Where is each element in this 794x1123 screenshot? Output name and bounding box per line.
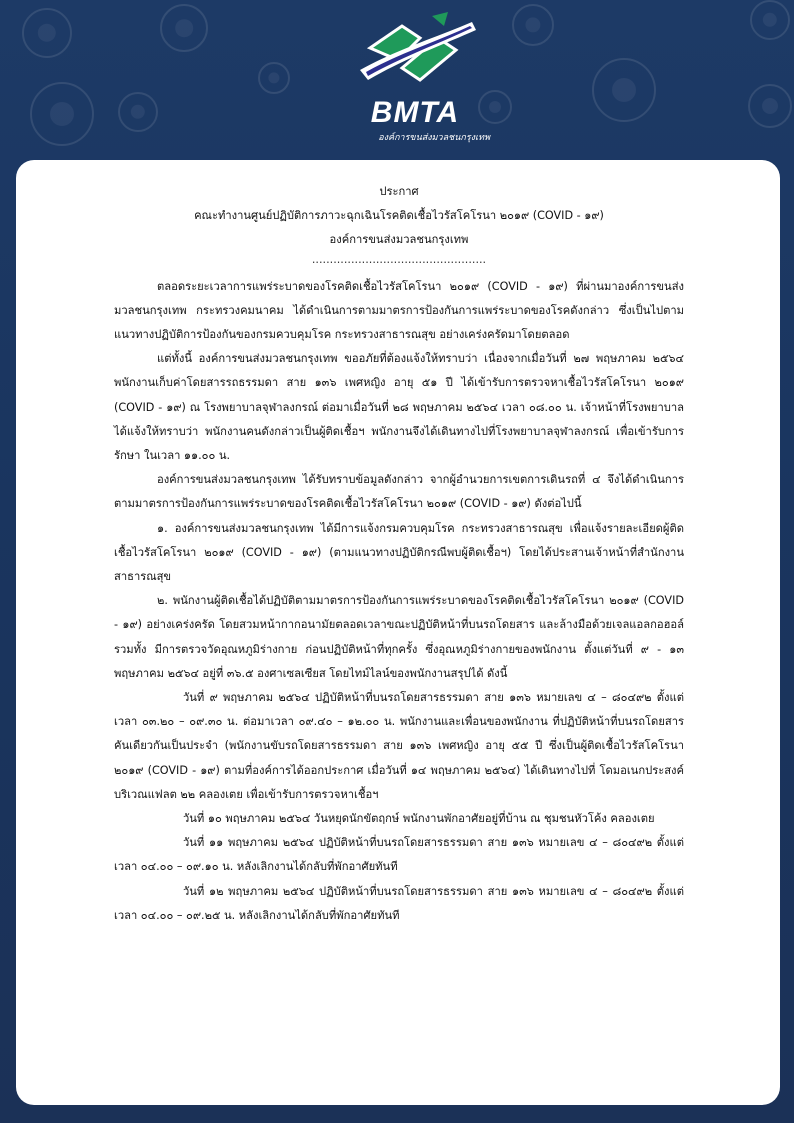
announcement-heading: ประกาศ xyxy=(379,185,419,198)
paragraph-actions: องค์การขนส่งมวลชนกรุงเทพ ได้รับทราบข้อมูลดังกล่าว จากผู้อำนวยการเขตการเดินรถที่ ๔ จึงได้ดำเนินการตามมาตรการป้องกันการแพร่ระบาดของโรคติดเชื้อไวรัสโคโรนา ๒๐๑๙ (COVID - ๑๙) ดังต่อไปนี้ xyxy=(114,473,684,511)
logo-subtitle: องค์การขนส่งมวลชนกรุงเทพ xyxy=(378,133,490,143)
timeline-may-9: วันที่ ๙ พฤษภาคม ๒๕๖๔ ปฏิบัติหน้าที่บนรถโดยสารธรรมดา สาย ๑๓๖ หมายเลข ๔ – ๘๐๔๙๒ ตั้งแต่เวลา ๐๓.๒๐ – ๐๙.๓๐ น. ต่อมาเวลา ๐๙.๔๐ – ๑๒.๐๐ น. พนักงานและเพื่อนของพนักงาน ที่ปฏิบัติหน้าที่บนรถโดยสารคันเดียวกันเป็นประจำ (พนักงานขับรถโดยสารธรรมดา สาย ๑๓๖ เพศหญิง อายุ ๕๕ ปี ซึ่งเป็นผู้ติดเชื้อไวรัสโคโรนา ๒๐๑๙ (COVID - ๑๙) ตามที่องค์การได้ออกประกาศ เมื่อวันที่ ๑๔ พฤษภาคม ๒๕๖๔) ได้เดินทางไปที่ โดมอเนกประสงค์บริเวณแฟลต ๒๒ คลองเตย เพื่อเข้ารับการตรวจหาเชื้อฯ xyxy=(114,691,684,801)
logo-wordmark: BMTA xyxy=(370,96,460,129)
timeline-may-10: วันที่ ๑๐ พฤษภาคม ๒๕๖๔ วันหยุดนักขัตฤกษ์ พนักงานพักอาศัยอยู่ที่บ้าน ณ ชุมชนหัวโค้ง คลองเตย xyxy=(183,812,655,826)
separator-line: ................................................. xyxy=(311,252,487,266)
announcement-card xyxy=(16,160,780,1105)
virus-decoration-icon xyxy=(258,62,290,94)
paragraph-item-2: ๒. พนักงานผู้ติดเชื้อได้ปฏิบัติตามมาตรการป้องกันการแพร่ระบาดของโรคติดเชื้อไวรัสโคโรนา ๒๐๑๙ (COVID - ๑๙) อย่างเคร่งครัด โดยสวมหน้ากากอนามัยตลอดเวลาขณะปฏิบัติหน้าที่บนรถโดยสาร และล้างมือด้วยเจลแอลกอฮอล์ รวมทั้ง มีการตรวจวัดอุณหภูมิร่างกาย ก่อนปฏิบัติหน้าที่ทุกครั้ง ซึ่งอุณหภูมิร่างกายของพนักงาน ตั้งแต่วันที่ ๙ - ๑๓ พฤษภาคม ๒๕๖๔ อยู่ที่ ๓๖.๕ องศาเซลเซียส โดยไทม์ไลน์ของพนักงานสรุปได้ ดังนี้ xyxy=(114,594,684,680)
paragraph-item-1: ๑. องค์การขนส่งมวลชนกรุงเทพ ได้มีการแจ้งกรมควบคุมโรค กระทรวงสาธารณสุข เพื่อแจ้งรายละเอียดผู้ติดเชื้อไวรัสโคโรนา ๒๐๑๙ (COVID - ๑๙) (ตามแนวทางปฏิบัติกรณีพบผู้ติดเชื้อฯ) โดยได้ประสานเจ้าหน้าที่สำนักงานสาธารณสุข xyxy=(114,521,684,584)
virus-decoration-icon xyxy=(22,8,72,58)
committee-title: คณะทำงานศูนย์ปฏิบัติการภาวะฉุกเฉินโรคติดเชื้อไวรัสโคโรนา ๒๐๑๙ (COVID - ๑๙) xyxy=(194,209,604,223)
paragraph-intro: ตลอดระยะเวลาการแพร่ระบาดของโรคติดเชื้อไวรัสโคโรนา ๒๐๑๙ (COVID - ๑๙) ที่ผ่านมาองค์การขนส่งมวลชนกรุงเทพ กระทรวงคมนาคม ได้ดำเนินการตามมาตรการป้องกันการแพร่ระบาดของโรคดังกล่าว ซึ่งเป็นไปตามแนวทางปฏิบัติการป้องกันของกรมควบคุมโรค กระทรวงสาธารณสุข อย่างเคร่งครัดมาโดยตลอด xyxy=(114,279,684,342)
timeline-may-12: วันที่ ๑๒ พฤษภาคม ๒๕๖๔ ปฏิบัติหน้าที่บนรถโดยสารธรรมดา สาย ๑๓๖ หมายเลข ๔ – ๘๐๔๙๒ ตั้งแต่เวลา ๐๔.๐๐ – ๐๙.๒๕ น. หลังเลิกงานได้กลับที่พักอาศัยทันที xyxy=(114,884,684,922)
timeline-may-11: วันที่ ๑๑ พฤษภาคม ๒๕๖๔ ปฏิบัติหน้าที่บนรถโดยสารธรรมดา สาย ๑๓๖ หมายเลข ๔ – ๘๐๔๙๒ ตั้งแต่เวลา ๐๔.๐๐ – ๐๙.๑๐ น. หลังเลิกงานได้กลับที่พักอาศัยทันที xyxy=(114,836,684,874)
virus-decoration-icon xyxy=(160,4,208,52)
bmta-logo xyxy=(340,8,490,148)
virus-decoration-icon xyxy=(30,82,94,146)
bmta-emblem-icon xyxy=(340,8,490,98)
organization-name: องค์การขนส่งมวลชนกรุงเทพ xyxy=(329,233,469,247)
announcement-content xyxy=(114,180,684,928)
virus-decoration-icon xyxy=(592,58,656,122)
virus-decoration-icon xyxy=(512,4,554,46)
virus-decoration-icon xyxy=(748,84,792,128)
virus-decoration-icon xyxy=(750,0,790,40)
paragraph-case-report: แต่ทั้งนี้ องค์การขนส่งมวลชนกรุงเทพ ขออภัยที่ต้องแจ้งให้ทราบว่า เนื่องจากเมื่อวันที่ ๒๗ พฤษภาคม ๒๕๖๔ พนักงานเก็บค่าโดยสารรถธรรมดา สาย ๑๓๖ เพศหญิง อายุ ๕๑ ปี ได้เข้ารับการตรวจหาเชื้อไวรัสโคโรนา ๒๐๑๙ (COVID - ๑๙) ณ โรงพยาบาลจุฬาลงกรณ์ ต่อมาเมื่อวันที่ ๒๘ พฤษภาคม ๒๕๖๔ เวลา ๐๘.๐๐ น. เจ้าหน้าที่โรงพยาบาลได้แจ้งให้ทราบว่า พนักงานคนดังกล่าวเป็นผู้ติดเชื้อฯ พนักงานจึงได้เดินทางไปที่โรงพยาบาลจุฬาลงกรณ์ เพื่อเข้ารับการรักษา ในเวลา ๑๑.๐๐ น. xyxy=(114,352,684,463)
virus-decoration-icon xyxy=(118,92,158,132)
